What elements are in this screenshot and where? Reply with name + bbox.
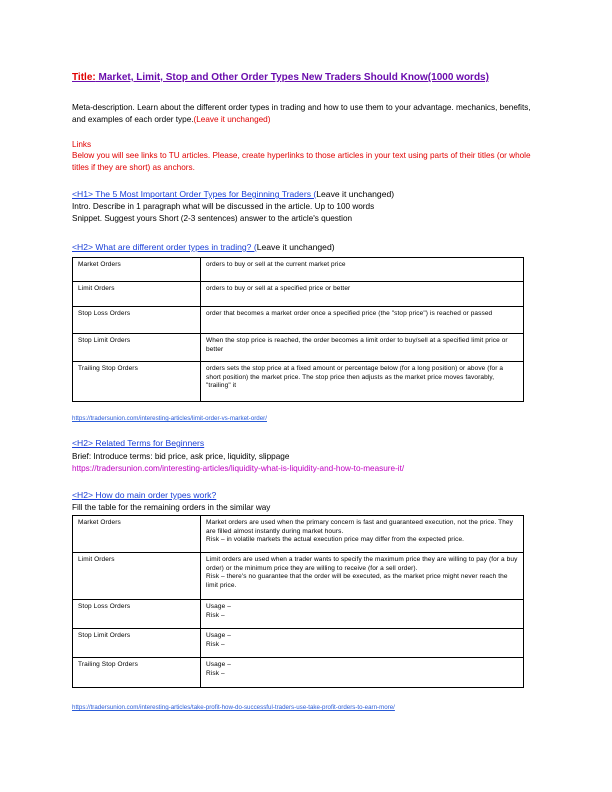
meta-description: [72, 102, 542, 125]
order-name-cell: Trailing Stop Orders: [73, 362, 201, 402]
h2-types-note: Leave it unchanged): [256, 242, 335, 252]
links-instructions: Below you will see links to TU articles. Please, create hyperlinks to those articles in your text using parts of their titles (or whole titles if they are short) as anchors.: [72, 151, 531, 172]
order-name-cell: Limit Orders: [73, 282, 201, 307]
h2-work-heading: [72, 490, 542, 502]
table-row: [73, 658, 524, 688]
order-desc-cell: When the stop price is reached, the order becomes a limit order to buy/sell at a specified limit price or better: [201, 334, 524, 362]
order-usage-table: [72, 515, 524, 688]
h1-note: Leave it unchanged): [316, 189, 395, 199]
h1-heading: [72, 189, 542, 201]
order-usage-cell: Usage – Risk –: [201, 658, 524, 688]
table-row: [73, 629, 524, 658]
page-title: [72, 72, 542, 83]
liquidity-link[interactable]: https://tradersunion.com/interesting-articles/liquidity-what-is-liquidity-and-how-to-measure-it/: [72, 464, 405, 473]
intro-line: Intro. Describe in 1 paragraph what will be discussed in the article. Up to 100 words: [72, 202, 375, 211]
h2-related-heading-text: <H2> Related Terms for Beginners: [72, 438, 205, 448]
h2-related-heading: [72, 438, 542, 450]
order-desc-cell: order that becomes a market order once a specified price (the "stop price") is reached or passed: [201, 307, 524, 334]
links-heading: Links: [72, 140, 92, 149]
order-usage-cell: Usage – Risk –: [201, 629, 524, 658]
table-row: [73, 334, 524, 362]
h1-heading-text: <H1> The 5 Most Important Order Types for Beginning Traders (: [72, 189, 317, 199]
table-row: [73, 553, 524, 600]
related-brief: Brief: Introduce terms: bid price, ask price, liquidity, slippage: [72, 452, 290, 461]
h2-work-heading-text: <H2> How do main order types work?: [72, 490, 217, 500]
h2-types-heading: [72, 242, 542, 254]
order-desc-cell: orders to buy or sell at a specified price or better: [201, 282, 524, 307]
order-desc-cell: orders sets the stop price at a fixed amount or percentage below (for a long position) or above (for a short position) the market price. The stop price then adjusts as the market price moves favorably, "trailing" it: [201, 362, 524, 402]
title-label: Title:: [72, 72, 96, 83]
limit-vs-market-link[interactable]: https://tradersunion.com/interesting-articles/limit-order-vs-market-order/: [72, 415, 267, 422]
table-row: [73, 282, 524, 307]
table-row: [73, 307, 524, 334]
meta-note: (Leave it unchanged): [193, 114, 271, 124]
table-row: [73, 362, 524, 402]
table-row: [73, 600, 524, 629]
order-name-cell: Stop Limit Orders: [73, 334, 201, 362]
order-name-cell: Trailing Stop Orders: [73, 658, 201, 688]
h2-types-heading-text: <H2> What are different order types in trading? (: [72, 242, 257, 252]
order-types-table: [72, 257, 524, 402]
limit-vs-market-link-wrap: [72, 412, 542, 425]
meta-text: Meta-description. Learn about the different order types in trading and how to use them to your advantage. mechanics, benefits, and examples of each order type.: [72, 103, 531, 124]
order-name-cell: Limit Orders: [73, 553, 201, 600]
order-usage-cell: Limit orders are used when a trader wants to specify the maximum price they are willing to pay (for a buy order) or the minimum price they are willing to receive (for a sell order). Risk – there's no guarantee that the order will be executed, as the market price might never reach the limit price.: [201, 553, 524, 600]
order-name-cell: Stop Loss Orders: [73, 600, 201, 629]
order-name-cell: Stop Limit Orders: [73, 629, 201, 658]
order-name-cell: Stop Loss Orders: [73, 307, 201, 334]
take-profit-link-wrap: [72, 701, 542, 714]
order-usage-cell: Usage – Risk –: [201, 600, 524, 629]
order-usage-cell: Market orders are used when the primary concern is fast and guaranteed execution, not the price. They are filled almost instantly during market hours. Risk – in volatile markets the actual execution price may differ from the expected price.: [201, 516, 524, 553]
order-name-cell: Market Orders: [73, 258, 201, 282]
order-name-cell: Market Orders: [73, 516, 201, 553]
snippet-line: Snippet. Suggest yours Short (2-3 sentences) answer to the article's question: [72, 214, 353, 223]
table-instruction: Fill the table for the remaining orders in the similar way: [72, 503, 271, 512]
take-profit-link[interactable]: https://tradersunion.com/interesting-articles/take-profit-how-do-successful-traders-use-take-profit-orders-to-earn-more/: [72, 704, 395, 711]
table-row: [73, 516, 524, 553]
table-row: [73, 258, 524, 282]
title-text: Market, Limit, Stop and Other Order Types New Traders Should Know(1000 words): [95, 72, 489, 83]
order-desc-cell: orders to buy or sell at the current market price: [201, 258, 524, 282]
